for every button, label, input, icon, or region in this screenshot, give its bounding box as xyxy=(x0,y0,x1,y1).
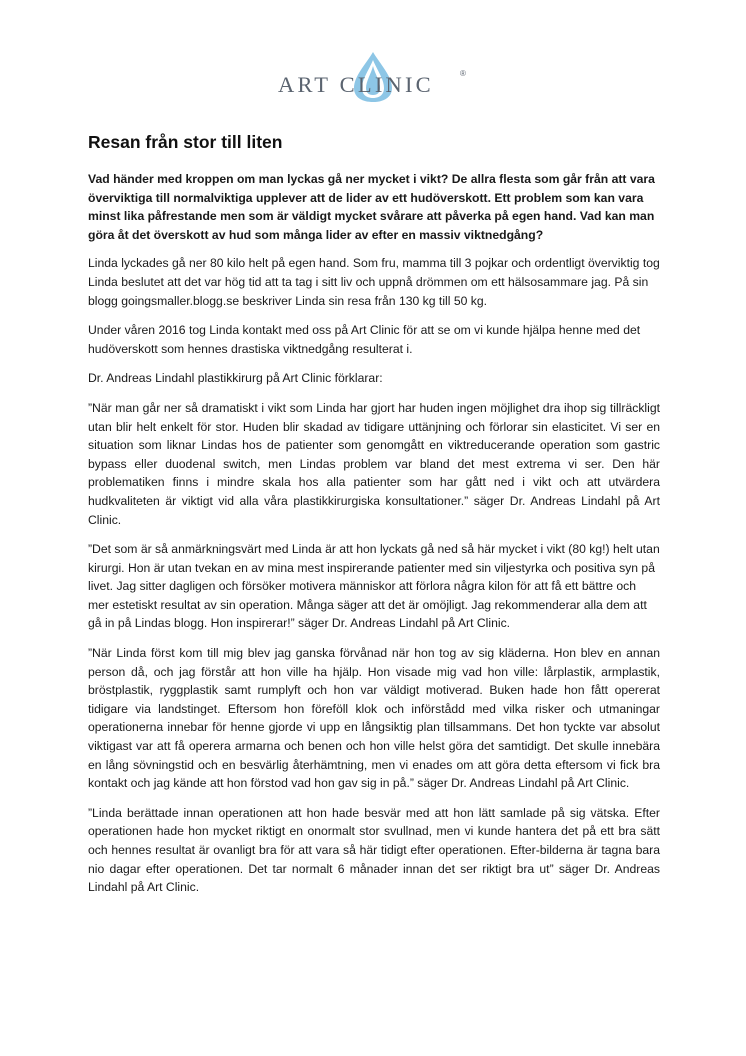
article xyxy=(88,131,660,908)
article-paragraph: Under våren 2016 tog Linda kontakt med oss på Art Clinic för att se om vi kunde hjälpa henne med det hudöverskott som hennes drastiska viktnedgång resulterat i. xyxy=(88,323,641,356)
article-paragraph: ”Det som är så anmärkningsvärt med Linda är att hon lyckats gå ned så här mycket i vikt (80 kg!) helt utan kirurgi. Hon är utan tvekan en av mina mest inspirerande patienter med sin viljestyrka och positiva syn på livet. Jag sitter dagligen och försöker motivera människor att förlora några kilon för att få ett bättre och mer estetiskt resultat av sin operation. Många säger att det är omöjligt. Jag rekommenderar alla dem att gå in på Lindas blogg. Hon inspirerar!” säger Dr. Andreas Lindahl på Art Clinic. xyxy=(88,542,660,631)
article-paragraph: Linda lyckades gå ner 80 kilo helt på egen hand. Som fru, mamma till 3 pojkar och ordentligt överviktig tog Linda beslutet att det var hög tid att ta tag i sitt liv och uppnå drömmen om ett hälsosammare jag. På sin blogg goingsmaller.blogg.se beskriver Linda sin resa från 130 kg till 50 kg. xyxy=(88,256,660,308)
art-clinic-logo xyxy=(278,50,468,102)
article-paragraph: Dr. Andreas Lindahl plastikkirurg på Art Clinic förklarar: xyxy=(88,371,383,386)
article-paragraph: ”När Linda först kom till mig blev jag ganska förvånad när hon tog av sig kläderna. Hon blev en annan person då, och jag förstår att hon ville ha hjälp. Hon visade mig vad hon ville: lårplastik, armplastik, bröstplastik, ryggplastik samt rumplyft och hon var väldigt motiverad. Buken hade hon fått opererat tidigare via landstinget. Eftersom hon föreföll klok och införstådd med vilka risker och utmaningar operationerna innebar för henne gjorde vi upp en långsiktig plan tillsammans. Det hon tyckte var absolut viktigast var att få operera armarna och benen och hon ville helst göra det samtidigt. Det skulle innebära en lång sövningstid och en besvärlig återhämtning, men vi enades om att göra detta eftersom vi fick bra kontakt och jag kände att hon förstod vad hon gav sig in på.” säger Dr. Andreas Lindahl på Art Clinic. xyxy=(88,646,660,791)
article-lead: Vad händer med kroppen om man lyckas gå ner mycket i vikt? De allra flesta som går från att vara överviktiga till normalviktiga upplever att de lider av ett hudöverskott. Ett problem som kan vara minst lika påfrestande men som är väldigt mycket svårare att påverka på egen hand. Vad kan man göra åt det överskott av hud som många lider av efter en massiv viktnedgång? xyxy=(88,172,655,242)
article-paragraph: ”Linda berättade innan operationen att hon hade besvär med att hon lätt samlade på sig vätska. Efter operationen hade hon mycket riktigt en onormalt stor svullnad, men vi kunde hantera det på ett bra sätt och hennes resultat är ovanligt bra för att vara så här tidigt efter operationen. Efter-bilderna är tagna bara nio dagar efter operationen. Det tar normalt 6 månader innan det ser riktigt bra ut” säger Dr. Andreas Lindahl på Art Clinic. xyxy=(88,805,660,895)
article-paragraph: ”När man går ner så dramatiskt i vikt som Linda har gjort har huden ingen möjlighet dra ihop sig tillräckligt utan blir helt enkelt för stor. Huden blir skadad av tidigare uttänjning och förlorar sin elasticitet. Vi ser en situation som liknar Lindas hos de patienter som genomgått en viktreducerande operation som gastric bypass eller duodenal switch, men Lindas problem var bland det mest extrema vi ser. Den här problematiken finns i mindre skala hos alla patienter som har gått ned i vikt och att utvärdera hudkvaliteten är viktigt vid alla våra plastikkirurgiska konsultationer.” säger Dr. Andreas Lindahl på Art Clinic. xyxy=(88,400,660,527)
registered-mark: ® xyxy=(460,69,466,78)
article-title: Resan från stor till liten xyxy=(88,132,283,152)
logo-wordmark: ART CLINIC xyxy=(278,72,434,97)
